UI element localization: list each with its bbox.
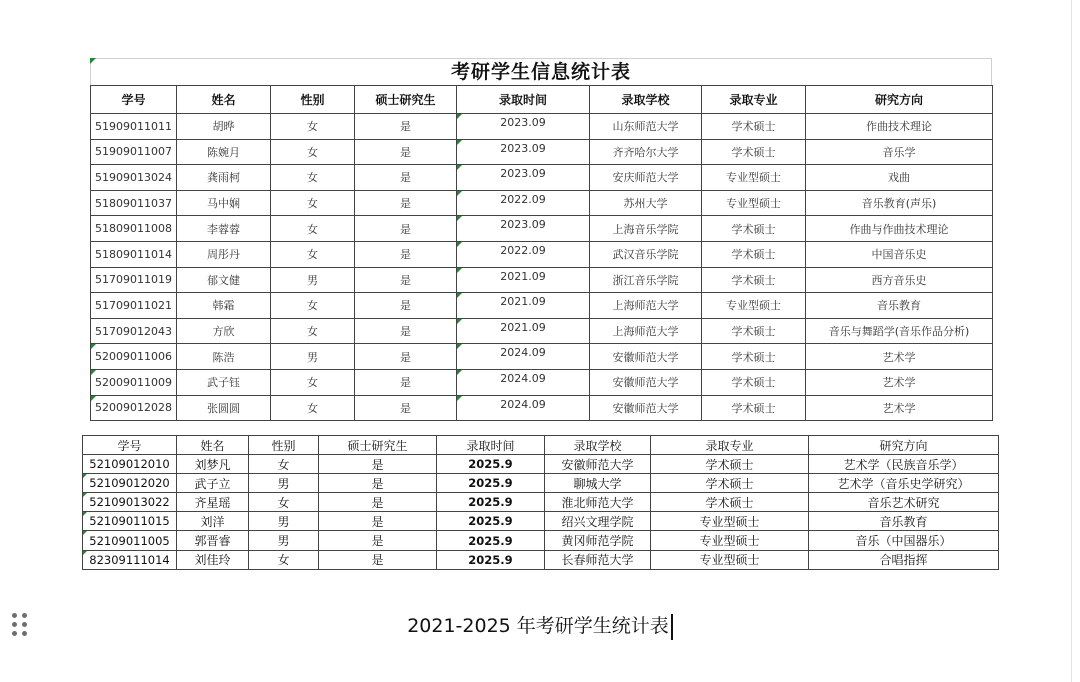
table-cell: 周彤丹 (177, 241, 271, 267)
table-cell: 女 (271, 139, 355, 165)
table-cell: 学术硕士 (702, 114, 806, 140)
table-cell: 陈婉月 (177, 139, 271, 165)
table-cell: 52109013022 (83, 493, 177, 512)
table-cell: 韩霜 (177, 293, 271, 319)
table-cell: 51809011008 (91, 216, 177, 242)
col-header: 研究方向 (809, 436, 999, 455)
table-cell: 上海师范大学 (590, 318, 702, 344)
table-cell: 郭晋睿 (177, 531, 249, 550)
table-cell: 52009011009 (91, 369, 177, 395)
table-cell: 是 (355, 216, 457, 242)
table-row (91, 344, 993, 370)
table-row (83, 474, 999, 493)
table-cell: 是 (355, 267, 457, 293)
table-cell: 女 (249, 493, 319, 512)
col-header: 录取专业 (651, 436, 809, 455)
table-cell: 音乐（中国器乐） (809, 531, 999, 550)
table-cell: 女 (249, 550, 319, 569)
table-row (83, 531, 999, 550)
table-cell: 2023.09 (457, 114, 590, 140)
table-cell: 安徽师范大学 (545, 455, 651, 474)
table-cell: 作曲技术理论 (806, 114, 993, 140)
table-row (91, 216, 993, 242)
table-cell: 学术硕士 (702, 344, 806, 370)
table-cell: 是 (355, 114, 457, 140)
table-cell: 是 (355, 190, 457, 216)
table-row (91, 190, 993, 216)
table-cell: 音乐教育 (809, 512, 999, 531)
table-cell: 是 (355, 293, 457, 319)
table-cell: 武子钰 (177, 369, 271, 395)
col-header: 学号 (91, 86, 177, 114)
table-cell: 52109012020 (83, 474, 177, 493)
table-cell: 男 (249, 531, 319, 550)
table-row (91, 267, 993, 293)
table-cell: 艺术学（音乐史学研究） (809, 474, 999, 493)
table-cell: 51909011011 (91, 114, 177, 140)
table-cell: 2025.9 (437, 512, 545, 531)
table-row (91, 241, 993, 267)
table-cell: 学术硕士 (651, 474, 809, 493)
table-cell: 学术硕士 (702, 369, 806, 395)
table-cell: 2021.09 (457, 267, 590, 293)
admission-table-2021-2024 (90, 58, 992, 421)
table-cell: 音乐教育 (806, 293, 993, 319)
table-cell: 2024.09 (457, 369, 590, 395)
table-cell: 学术硕士 (651, 455, 809, 474)
table-row (91, 165, 993, 191)
table-cell: 2023.09 (457, 139, 590, 165)
table-cell: 张圆圆 (177, 395, 271, 421)
green-triangle-marker-icon (90, 58, 96, 64)
table-cell: 安庆师范大学 (590, 165, 702, 191)
table-cell: 方欣 (177, 318, 271, 344)
table-cell: 51909011007 (91, 139, 177, 165)
col-header: 录取学校 (545, 436, 651, 455)
table-cell: 黄冈师范学院 (545, 531, 651, 550)
table1-grid (90, 85, 993, 421)
table-row (83, 550, 999, 569)
table-cell: 女 (271, 165, 355, 191)
col-header: 硕士研究生 (355, 86, 457, 114)
table-cell: 音乐与舞蹈学(音乐作品分析) (806, 318, 993, 344)
table-cell: 2023.09 (457, 216, 590, 242)
table-cell: 51809011014 (91, 241, 177, 267)
table-cell: 2025.9 (437, 550, 545, 569)
table-cell: 武汉音乐学院 (590, 241, 702, 267)
table-row (91, 395, 993, 421)
table-cell: 戏曲 (806, 165, 993, 191)
table-row (91, 139, 993, 165)
page-edge (1071, 0, 1072, 682)
table-cell: 刘洋 (177, 512, 249, 531)
table-cell: 女 (271, 318, 355, 344)
table-cell: 是 (319, 531, 437, 550)
table1-header-row (91, 86, 993, 114)
table-cell: 女 (271, 114, 355, 140)
table-cell: 女 (249, 455, 319, 474)
table-cell: 上海师范大学 (590, 293, 702, 319)
table-cell: 学术硕士 (702, 216, 806, 242)
table-cell: 2023.09 (457, 165, 590, 191)
table-cell: 男 (249, 474, 319, 493)
col-header: 录取时间 (457, 86, 590, 114)
table-cell: 艺术学 (806, 395, 993, 421)
table-cell: 是 (355, 241, 457, 267)
col-header: 学号 (83, 436, 177, 455)
table-cell: 男 (271, 267, 355, 293)
table-cell: 学术硕士 (702, 241, 806, 267)
col-header: 姓名 (177, 86, 271, 114)
table-cell: 作曲与作曲技术理论 (806, 216, 993, 242)
table-row (91, 293, 993, 319)
table-cell: 山东师范大学 (590, 114, 702, 140)
table-cell: 2024.09 (457, 344, 590, 370)
table-cell: 52009011006 (91, 344, 177, 370)
col-header: 录取专业 (702, 86, 806, 114)
table-row (91, 318, 993, 344)
table-cell: 52009012028 (91, 395, 177, 421)
table-cell: 淮北师范大学 (545, 493, 651, 512)
caption-text-field[interactable] (0, 611, 1080, 640)
caption-text: 2021-2025 年考研学生统计表 (407, 615, 669, 637)
table-cell: 女 (271, 293, 355, 319)
table-cell: 刘佳玲 (177, 550, 249, 569)
table-cell: 安徽师范大学 (590, 395, 702, 421)
table-cell: 学术硕士 (702, 395, 806, 421)
table-row (91, 114, 993, 140)
table-cell: 是 (319, 455, 437, 474)
table-cell: 2025.9 (437, 455, 545, 474)
table-cell: 2022.09 (457, 190, 590, 216)
text-cursor (671, 614, 673, 640)
col-header: 录取学校 (590, 86, 702, 114)
table-row (83, 493, 999, 512)
table-cell: 2025.9 (437, 474, 545, 493)
table-cell: 2025.9 (437, 493, 545, 512)
table-cell: 82309111014 (83, 550, 177, 569)
table-cell: 是 (355, 395, 457, 421)
table-cell: 女 (271, 369, 355, 395)
table-cell: 艺术学 (806, 344, 993, 370)
table-cell: 女 (271, 241, 355, 267)
table-cell: 2021.09 (457, 318, 590, 344)
table-cell: 2022.09 (457, 241, 590, 267)
table-cell: 51909013024 (91, 165, 177, 191)
table-cell: 52109011015 (83, 512, 177, 531)
table-cell: 专业型硕士 (702, 165, 806, 191)
table-cell: 专业型硕士 (702, 190, 806, 216)
col-header: 研究方向 (806, 86, 993, 114)
table-cell: 音乐艺术研究 (809, 493, 999, 512)
table-cell: 上海音乐学院 (590, 216, 702, 242)
table-cell: 专业型硕士 (651, 512, 809, 531)
table-cell: 音乐学 (806, 139, 993, 165)
table-cell: 齐齐哈尔大学 (590, 139, 702, 165)
table-cell: 武子立 (177, 474, 249, 493)
admission-table-2025 (82, 435, 999, 570)
table-cell: 专业型硕士 (651, 550, 809, 569)
table-cell: 女 (271, 216, 355, 242)
table-cell: 艺术学（民族音乐学） (809, 455, 999, 474)
col-header: 录取时间 (437, 436, 545, 455)
table-cell: 52109011005 (83, 531, 177, 550)
table-cell: 是 (319, 493, 437, 512)
table-cell: 女 (271, 190, 355, 216)
table-cell: 西方音乐史 (806, 267, 993, 293)
table-cell: 中国音乐史 (806, 241, 993, 267)
table-cell: 艺术学 (806, 369, 993, 395)
table-cell: 专业型硕士 (702, 293, 806, 319)
table-cell: 2025.9 (437, 531, 545, 550)
col-header: 姓名 (177, 436, 249, 455)
table-cell: 长春师范大学 (545, 550, 651, 569)
table2-header-row (83, 436, 999, 455)
table-cell: 胡晔 (177, 114, 271, 140)
table-cell: 51709011021 (91, 293, 177, 319)
table-cell: 郁文健 (177, 267, 271, 293)
table-cell: 音乐教育(声乐) (806, 190, 993, 216)
table-cell: 是 (355, 139, 457, 165)
table-cell: 2021.09 (457, 293, 590, 319)
table-cell: 安徽师范大学 (590, 344, 702, 370)
table-row (83, 455, 999, 474)
table-cell: 51809011037 (91, 190, 177, 216)
table-cell: 是 (355, 344, 457, 370)
table-cell: 男 (271, 344, 355, 370)
table-row (91, 369, 993, 395)
table-cell: 51709011019 (91, 267, 177, 293)
table-cell: 专业型硕士 (651, 531, 809, 550)
table-cell: 女 (271, 395, 355, 421)
col-header: 硕士研究生 (319, 436, 437, 455)
table-cell: 刘梦凡 (177, 455, 249, 474)
table-cell: 学术硕士 (702, 139, 806, 165)
table-cell: 是 (355, 369, 457, 395)
col-header: 性别 (271, 86, 355, 114)
table-cell: 聊城大学 (545, 474, 651, 493)
table-cell: 苏州大学 (590, 190, 702, 216)
table-cell: 马中娴 (177, 190, 271, 216)
table-cell: 浙江音乐学院 (590, 267, 702, 293)
table-title: 考研学生信息统计表 (90, 58, 992, 85)
table-cell: 齐星瑶 (177, 493, 249, 512)
table-cell: 51709012043 (91, 318, 177, 344)
table-cell: 是 (319, 474, 437, 493)
table-cell: 男 (249, 512, 319, 531)
table-cell: 合唱指挥 (809, 550, 999, 569)
table-cell: 学术硕士 (702, 318, 806, 344)
table-cell: 陈浩 (177, 344, 271, 370)
table-cell: 是 (319, 550, 437, 569)
table-cell: 李蓉蓉 (177, 216, 271, 242)
table-row (83, 512, 999, 531)
table-cell: 安徽师范大学 (590, 369, 702, 395)
table-cell: 学术硕士 (702, 267, 806, 293)
col-header: 性别 (249, 436, 319, 455)
table-cell: 绍兴文理学院 (545, 512, 651, 531)
table-cell: 是 (355, 165, 457, 191)
table-cell: 学术硕士 (651, 493, 809, 512)
table-cell: 龚雨柯 (177, 165, 271, 191)
table-cell: 52109012010 (83, 455, 177, 474)
table-cell: 2024.09 (457, 395, 590, 421)
table-cell: 是 (355, 318, 457, 344)
table-cell: 是 (319, 512, 437, 531)
